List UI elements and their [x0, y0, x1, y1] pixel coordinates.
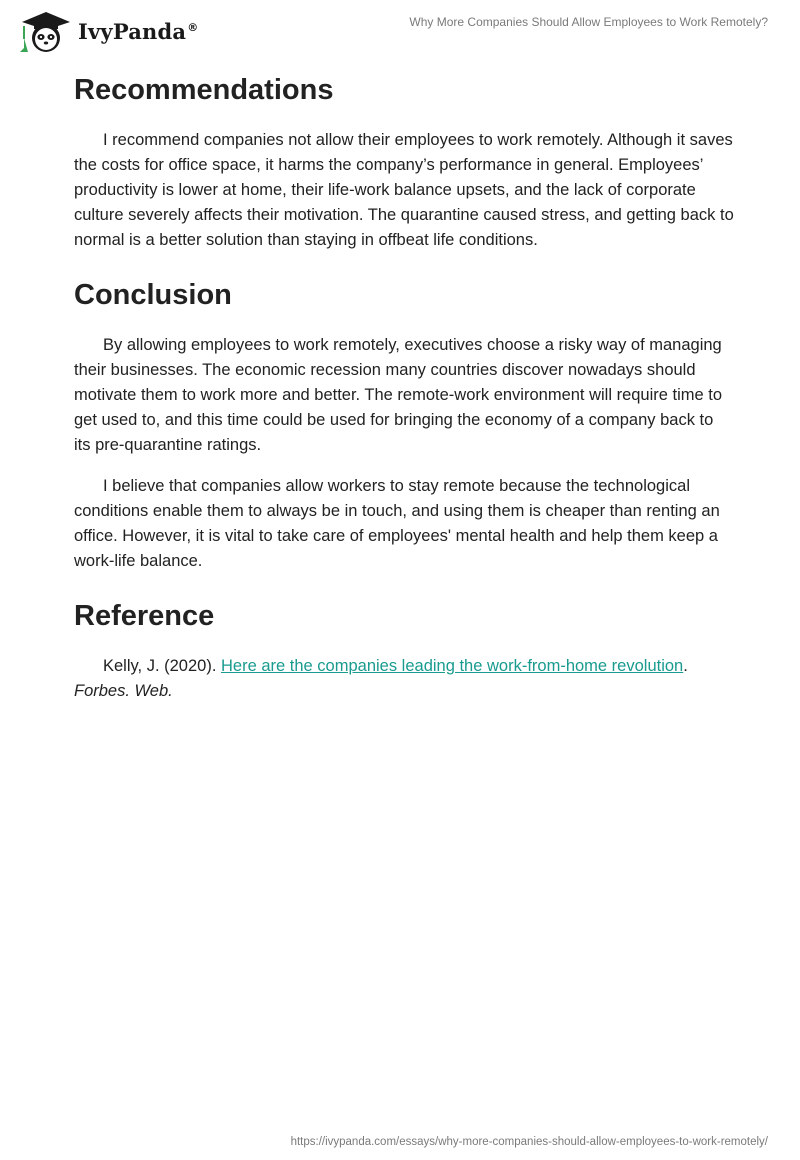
section-heading-recommendations: Recommendations — [74, 74, 334, 106]
recommendations-paragraph: I recommend companies not allow their employees to work remotely. Although it saves the costs for office space, it harms the company’s performance in general. Employees’ productivity is lower at home, their life-work balance upsets, and the lack of corporate culture severely affects their motivation. The quarantine caused stress, and getting back to normal is a better solution than staying in offbeat life conditions. — [74, 131, 734, 249]
brand-name: IvyPanda® — [78, 18, 199, 44]
essay-content — [74, 72, 734, 704]
reference-punctuation: . — [683, 657, 688, 675]
conclusion-paragraph-1: By allowing employees to work remotely, executives choose a risky way of managing their businesses. The economic recession many countries discover nowadays should motivate them to work more and better. The remote-work environment will require time to get used to, and this time could be used for bringing the economy of a company back to its pre-quarantine ratings. — [74, 336, 723, 454]
footer-url[interactable]: https://ivypanda.com/essays/why-more-companies-should-allow-employees-to-work-remotely/ — [290, 1136, 768, 1148]
section-heading-conclusion: Conclusion — [74, 279, 232, 311]
conclusion-paragraph-2: I believe that companies allow workers to stay remote because the technological conditions enable them to always be in touch, and using them is cheaper than renting an office. However, it is vital to take care of employees' mental health and help them keep a work-life balance. — [74, 477, 720, 570]
ivypanda-logo[interactable] — [14, 8, 198, 54]
section-heading-reference: Reference — [74, 600, 215, 632]
reference-author-year: Kelly, J. (2020). — [103, 657, 221, 675]
page-header — [0, 0, 800, 60]
reference-source: Forbes. Web. — [74, 682, 173, 700]
reference-link[interactable]: Here are the companies leading the work-from-home revolution — [221, 657, 684, 675]
panda-graduate-icon — [14, 8, 76, 54]
reference-entry — [74, 654, 734, 704]
document-title: Why More Companies Should Allow Employees to Work Remotely? — [409, 15, 768, 29]
